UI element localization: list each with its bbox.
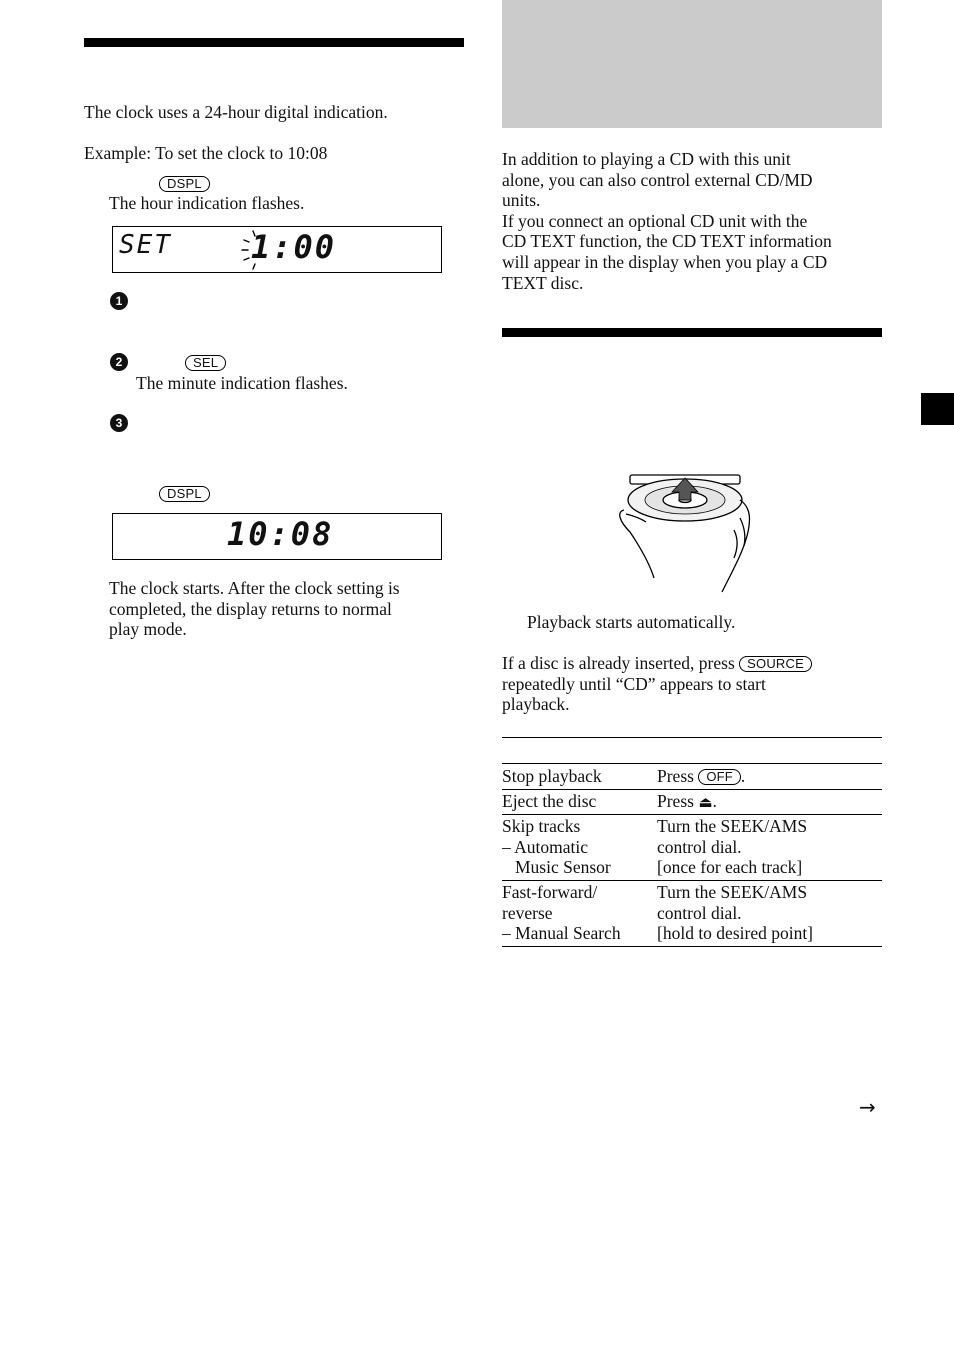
table-cell-how <box>657 789 882 815</box>
text-line: Turn the SEEK/AMS <box>657 816 808 837</box>
text-fragment: Press <box>657 790 694 811</box>
disc-insert-illustration <box>610 470 760 600</box>
text-line: The clock starts. After the clock setting is <box>109 578 400 598</box>
table-top-rule <box>502 737 882 738</box>
text-line: In addition to playing a CD with this unit <box>502 149 791 169</box>
eject-icon: ⏏ <box>698 792 713 811</box>
sel-key: SEL <box>185 355 226 371</box>
lcd-set-label: SET <box>119 230 172 260</box>
cd-intro-text <box>502 149 832 293</box>
text-fragment: . <box>740 766 746 786</box>
text-line: – Manual Search <box>502 923 621 944</box>
text-line: play mode. <box>109 619 187 640</box>
minute-flash-text: The minute indication flashes. <box>136 373 348 393</box>
table-header-rule <box>502 763 882 764</box>
text-line: playback. <box>502 694 570 715</box>
clock-example: Example: To set the clock to 10:08 <box>84 143 328 163</box>
table-cell-how <box>657 880 882 946</box>
source-key: SOURCE <box>739 656 812 672</box>
table-cell-action <box>502 880 657 946</box>
table-cell-how <box>657 815 882 881</box>
text-line: [once for each track] <box>657 857 803 878</box>
dspl-key: DSPL <box>159 486 210 502</box>
section-side-tab <box>921 393 954 425</box>
section-rule-right <box>502 328 882 337</box>
text-line: control dial. <box>657 902 742 923</box>
table-row <box>502 815 882 881</box>
sel-key-line <box>185 352 226 373</box>
dspl-key: DSPL <box>159 176 210 192</box>
playback-auto-text: Playback starts automatically. <box>527 612 736 632</box>
text-line: will appear in the display when you play a CD <box>502 251 828 272</box>
text-line <box>502 857 657 878</box>
text-line: Turn the SEEK/AMS <box>657 881 808 902</box>
table-cell-action: Stop playback <box>502 766 602 786</box>
text-line: – Automatic <box>502 836 589 857</box>
dspl-key-2-line <box>159 483 210 504</box>
text-line: If you connect an optional CD unit with the <box>502 210 808 231</box>
text-line <box>502 653 812 674</box>
text-line: TEXT disc. <box>502 272 584 293</box>
text-line: [hold to desired point] <box>657 923 814 944</box>
text-fragment: Music Sensor <box>515 857 611 878</box>
text-fragment: Press <box>657 766 694 786</box>
table-cell-action <box>502 815 657 881</box>
already-inserted-text <box>502 653 812 715</box>
table-cell-action: Eject the disc <box>502 790 597 811</box>
playback-operations-table <box>502 765 882 947</box>
text-line: alone, you can also control external CD/MD <box>502 169 813 190</box>
text-line: reverse <box>502 902 553 923</box>
text-line: Fast-forward/ <box>502 881 598 902</box>
off-key: OFF <box>698 769 741 785</box>
text-line: completed, the display returns to normal <box>109 598 392 619</box>
hour-flash-text: The hour indication flashes. <box>109 193 305 213</box>
text-fragment: . <box>712 790 717 811</box>
table-row <box>502 765 882 789</box>
section-header-box <box>502 0 882 128</box>
table-row <box>502 789 882 815</box>
step-2-badge: 2 <box>110 353 128 371</box>
text-line: units. <box>502 190 541 211</box>
text-line: control dial. <box>657 836 742 857</box>
lcd-display-set <box>112 226 442 273</box>
section-rule-left <box>84 38 464 47</box>
step-1-badge: 1 <box>110 292 128 310</box>
clock-intro: The clock uses a 24-hour digital indication. <box>84 102 388 122</box>
text-line: repeatedly until “CD” appears to start <box>502 673 766 694</box>
continued-arrow-icon: → <box>859 1095 876 1119</box>
clock-starts-text <box>109 578 400 640</box>
dspl-key-1-line <box>159 173 210 194</box>
table-cell-how <box>657 765 882 789</box>
text-fragment: If a disc is already inserted, press <box>502 653 735 673</box>
lcd-time-hour: 1:00 <box>251 228 337 266</box>
lcd-display-time <box>112 513 442 560</box>
text-line: Skip tracks <box>502 816 581 837</box>
lcd-time-set: 10:08 <box>227 515 334 553</box>
text-line: CD TEXT function, the CD TEXT information <box>502 231 832 252</box>
table-row <box>502 880 882 946</box>
step-3-badge: 3 <box>110 414 128 432</box>
